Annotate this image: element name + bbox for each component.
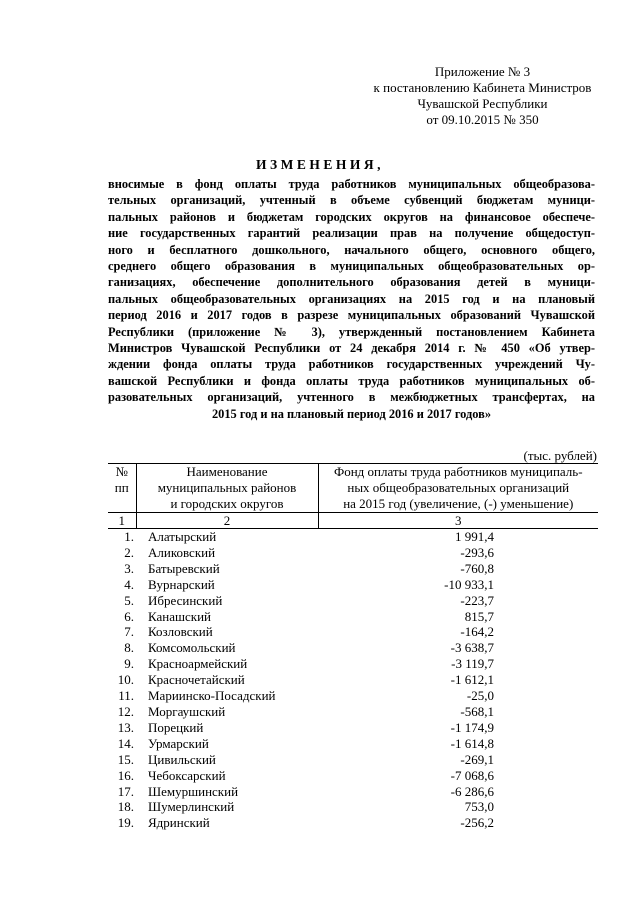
table-header-row [108, 464, 598, 513]
table-row [108, 640, 598, 656]
appendix-line: от 09.10.2015 № 350 [426, 112, 539, 127]
data-table [108, 463, 598, 831]
row-number: 14. [117, 735, 134, 751]
table-row [108, 752, 598, 768]
appendix-line: к постановлению Кабинета Министров [373, 80, 592, 95]
subtitle-line: вашской Республики и фонда оплаты труда работников муниципальных об- [108, 373, 595, 388]
table-row [108, 609, 598, 625]
row-number: 4. [124, 576, 134, 592]
column-number: 1 [108, 513, 136, 529]
fund-value: 1 991,4 [455, 529, 494, 544]
document-title: ИЗМЕНЕНИЯ, [255, 157, 384, 172]
subtitle-line: ждении фонда оплаты труда работников государственных учреждений Чу- [108, 357, 595, 372]
subtitle-line: вносимые в фонд оплаты труда работников муниципальных общеобразова- [108, 177, 595, 191]
appendix-header [330, 64, 635, 128]
district-name: Канашский [148, 608, 212, 624]
fund-value: -568,1 [460, 703, 494, 719]
column-number-row [108, 513, 598, 529]
subtitle-line: среднего общего образования в муниципальных общеобразовательных ор- [108, 259, 595, 274]
appendix-line: Приложение № 3 [434, 64, 531, 79]
fund-value: -223,7 [460, 592, 494, 608]
fund-value: -269,1 [460, 751, 494, 767]
subtitle-line: пальных районов и бюджетам городских округов на финансовое обеспече- [108, 209, 595, 224]
table-row [108, 720, 598, 736]
subtitle-line: ного и бесплатного дошкольного, начального общего, основного общего, [108, 242, 595, 257]
row-number: 12. [117, 703, 134, 719]
fund-value: -7 068,6 [450, 767, 494, 783]
subtitle-line: ганизациях, обеспечение дополнительного образования детей в муници- [108, 275, 595, 290]
district-name: Шумерлинский [148, 799, 235, 815]
fund-value: -1 612,1 [450, 672, 494, 688]
row-number: 16. [117, 767, 134, 783]
document-subtitle [108, 176, 595, 422]
district-name: Порецкий [148, 719, 204, 735]
appendix-line: Чувашской Республики [417, 96, 548, 111]
row-number: 10. [117, 672, 134, 688]
row-number: 11. [118, 688, 134, 704]
district-name: Ядринский [148, 815, 210, 831]
district-name: Комсомольский [148, 640, 236, 656]
row-number: 3. [124, 560, 134, 576]
fund-value: -25,0 [466, 688, 494, 704]
table-row [108, 672, 598, 688]
fund-value: 753,0 [464, 799, 494, 815]
district-name: Батыревский [148, 560, 220, 576]
units-label: (тыс. рублей) [523, 448, 597, 463]
district-name: Красночетайский [148, 672, 245, 688]
district-name: Урмарский [148, 735, 209, 751]
row-number: 15. [117, 751, 134, 767]
table-row [108, 577, 598, 593]
subtitle-line: разовательных организаций, учтенного в межбюджетных трансфертах, на [108, 390, 595, 405]
subtitle-line: ние государственных гарантий реализации прав на получение общедоступ- [108, 226, 595, 241]
subtitle-line: Министров Чувашской Республики от 24 декабря 2014 г. № 450 «Об утвер- [108, 341, 595, 356]
district-name: Козловский [148, 624, 213, 640]
row-number: 18. [117, 799, 134, 815]
fund-value: -1 174,9 [450, 719, 494, 735]
district-name: Алатырский [148, 529, 217, 544]
district-name: Красноармейский [148, 656, 248, 672]
fund-value: 815,7 [464, 608, 494, 624]
table-row [108, 656, 598, 672]
row-number: 8. [124, 640, 134, 656]
header-cell-name: Наименование муниципальных районов и городских округов [136, 464, 318, 513]
subtitle-line: тельных организаций, учтенный в объеме субвенций бюджетам муници- [108, 193, 595, 208]
row-number: 17. [117, 783, 134, 799]
row-number: 2. [124, 544, 134, 560]
fund-value: -760,8 [460, 560, 494, 576]
table-row [108, 736, 598, 752]
subtitle-line: период 2016 и 2017 годов в разрезе муниципальных образований Чувашской [108, 308, 595, 323]
district-name: Шемуршинский [148, 783, 239, 799]
fund-value: -1 614,8 [450, 735, 494, 751]
subtitle-line: Республики (приложение № 3), утвержденный постановлением Кабинета [108, 324, 595, 339]
header-cell-fund: Фонд оплаты труда работников муниципаль- ных общеобразовательных организаций на 2015 год (увеличение, (-) уменьшение) [318, 464, 598, 513]
table-row [108, 815, 598, 831]
table-row [108, 545, 598, 561]
table-row [108, 799, 598, 815]
subtitle-line: пальных общеобразовательных организациях на 2015 год и на плановый [108, 291, 595, 306]
table-row [108, 704, 598, 720]
row-number: 1. [124, 529, 134, 544]
column-number: 2 [136, 513, 318, 529]
district-name: Вурнарский [148, 576, 215, 592]
fund-value: -3 638,7 [450, 640, 494, 656]
fund-value: -164,2 [460, 624, 494, 640]
table-row [108, 561, 598, 577]
table-row [108, 529, 598, 545]
row-number: 7. [124, 624, 134, 640]
fund-value: -6 286,6 [450, 783, 494, 799]
fund-value: -256,2 [460, 815, 494, 831]
table-row [108, 768, 598, 784]
district-name: Чебоксарский [148, 767, 226, 783]
fund-value: -3 119,7 [451, 656, 494, 672]
district-name: Ибресинский [148, 592, 223, 608]
table-row [108, 593, 598, 609]
column-number: 3 [318, 513, 598, 529]
fund-value: -10 933,1 [444, 576, 494, 592]
table-row [108, 688, 598, 704]
row-number: 6. [124, 608, 134, 624]
district-name: Аликовский [148, 544, 216, 560]
header-cell-number: № пп [108, 464, 136, 513]
subtitle-line: 2015 год и на плановый период 2016 и 2017 годов» [211, 406, 492, 421]
fund-value: -293,6 [460, 544, 494, 560]
row-number: 5. [124, 592, 134, 608]
table-body [108, 529, 598, 832]
district-name: Цивильский [148, 751, 216, 767]
table-row [108, 784, 598, 800]
district-name: Моргаушский [148, 703, 226, 719]
district-name: Мариинско-Посадский [148, 688, 276, 704]
table-row [108, 624, 598, 640]
row-number: 19. [117, 815, 134, 831]
row-number: 13. [117, 719, 134, 735]
row-number: 9. [124, 656, 134, 672]
